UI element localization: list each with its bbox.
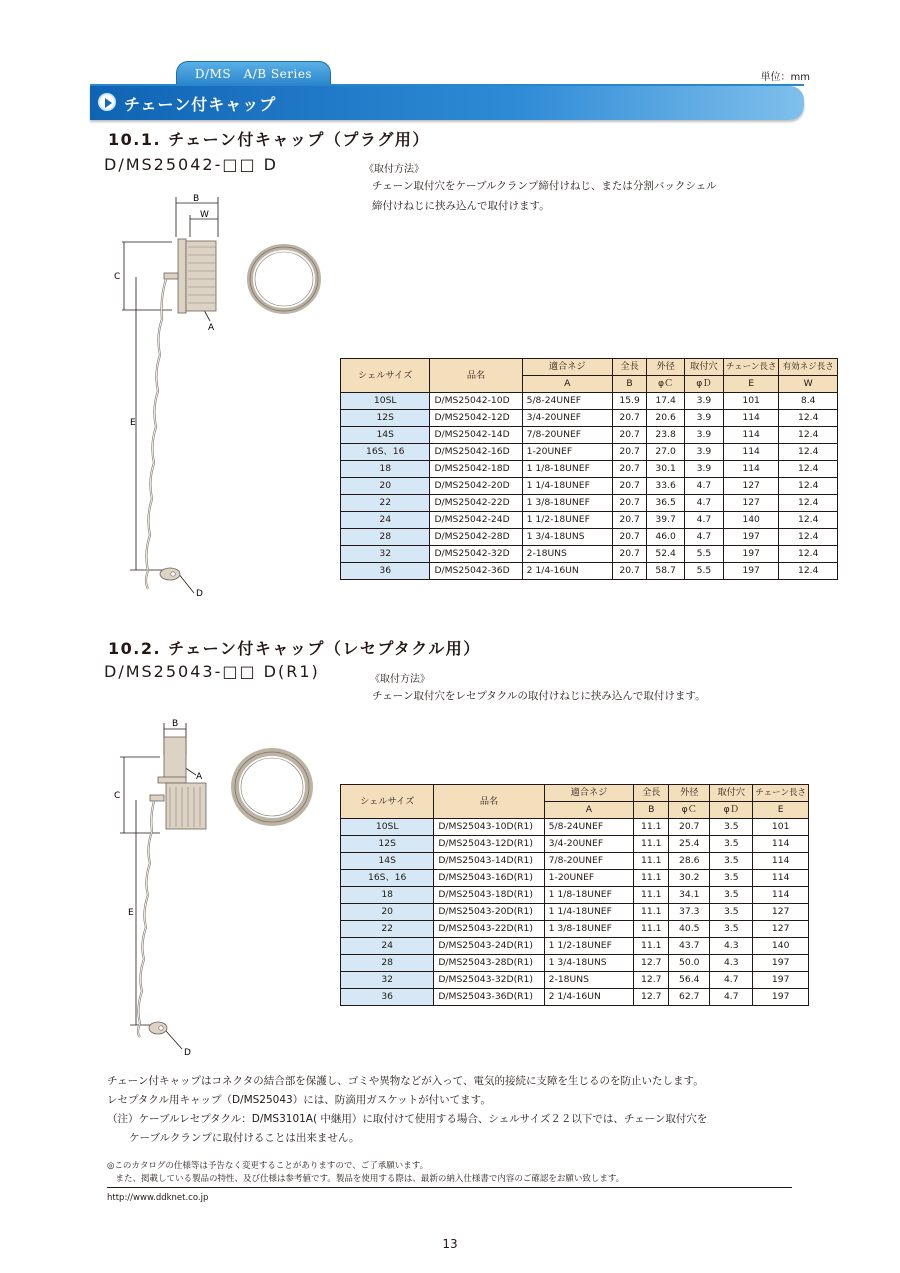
notes [107,1072,707,1148]
part-name-cell: D/MS25042-28D [430,529,522,546]
dim-label: B [193,194,200,204]
table-cell: 197 [753,955,809,972]
table-cell: 12.4 [779,410,838,427]
plug-cap-drawing [100,185,340,605]
table-cell: 58.7 [647,563,685,580]
part-name-cell: D/MS25042-14D [430,427,522,444]
table-cell: 11.1 [634,836,669,853]
table-cell: 20.7 [612,410,646,427]
table-cell: 33.6 [647,478,685,495]
dim-label: B [172,719,179,729]
play-arrow-icon [98,93,116,111]
dim-label: A [208,323,215,333]
table-row [341,819,809,836]
table-cell: 4.7 [685,512,724,529]
col-header-chain: チェーン長さ [723,359,779,376]
dim-label: D [196,589,203,599]
shell-size-cell: 20 [341,904,434,921]
footer-line: ◎このカタログの仕様等は予告なく変更することがありますので、ご了承願います。 [107,1161,429,1171]
table-cell: 56.4 [669,972,710,989]
subheader-chain: E [753,802,809,819]
shell-size-cell: 28 [341,529,430,546]
part-name-cell: D/MS25042-18D [430,461,522,478]
table-row [341,495,838,512]
table-cell: 1-20UNEF [544,870,634,887]
shell-size-cell: 14S [341,853,434,870]
part-name-cell: D/MS25043-22D(R1) [434,921,544,938]
table-cell: 15.9 [612,393,646,410]
table-row [341,444,838,461]
table-cell: 7/8-20UNEF [522,427,612,444]
table-cell: 20.7 [612,512,646,529]
table-cell: 4.3 [710,955,753,972]
table-cell: 127 [753,904,809,921]
table-cell: 3.5 [710,870,753,887]
table-cell: 11.1 [634,819,669,836]
col-header-shell-size: シェルサイズ [341,359,430,393]
table-cell: 1 1/2-18UNEF [522,512,612,529]
table-row [341,921,809,938]
part-name-cell: D/MS25042-32D [430,546,522,563]
table-cell: 12.4 [779,563,838,580]
table-cell: 5/8-24UNEF [522,393,612,410]
table-cell: 127 [723,478,779,495]
table-cell: 27.0 [647,444,685,461]
table-cell: 197 [723,529,779,546]
table-cell: 20.7 [612,427,646,444]
table-cell: 5/8-24UNEF [544,819,634,836]
note-line: ケーブルクランプに取付けることは出来ません。 [129,1132,360,1144]
table-cell: 4.7 [685,495,724,512]
part-name-cell: D/MS25042-20D [430,478,522,495]
subheader-hole: φＤ [685,376,724,393]
table-cell: 1 1/4-18UNEF [522,478,612,495]
shell-size-cell: 16S、16 [341,444,430,461]
section2-method-text [372,686,706,706]
table-cell: 12.4 [779,546,838,563]
subheader-thread: A [522,376,612,393]
table-cell: 114 [723,444,779,461]
table-row [341,989,809,1006]
part-name-cell: D/MS25042-10D [430,393,522,410]
part-name-cell: D/MS25043-10D(R1) [434,819,544,836]
table-cell: 3.5 [710,887,753,904]
table-cell: 17.4 [647,393,685,410]
table-cell: 28.6 [669,853,710,870]
note-line: チェーン付キャップはコネクタの結合部を保護し、ゴミや異物などが入って、電気的接続に支障を生じるのを防止いたします。 [107,1075,704,1087]
subheader-chain: E [723,376,779,393]
table-cell: 197 [723,546,779,563]
part-name-cell: D/MS25043-28D(R1) [434,955,544,972]
table-cell: 62.7 [669,989,710,1006]
receptacle-cap-drawing [100,715,340,1065]
table-cell: 3.5 [710,836,753,853]
table-cell: 12.4 [779,461,838,478]
table-cell: 1 1/8-18UNEF [544,887,634,904]
table-cell: 140 [753,938,809,955]
table-cell: 20.7 [612,444,646,461]
subheader-hole: φＤ [710,802,753,819]
table-cell: 114 [753,836,809,853]
table-cell: 197 [723,563,779,580]
table-row [341,955,809,972]
part-name-cell: D/MS25042-12D [430,410,522,427]
table-row [341,972,809,989]
shell-size-cell: 18 [341,887,434,904]
table-cell: 30.1 [647,461,685,478]
table-cell: 11.1 [634,938,669,955]
dim-label: E [128,908,134,918]
table-cell: 127 [753,921,809,938]
table-cell: 4.7 [685,478,724,495]
table-cell: 20.7 [669,819,710,836]
shell-size-cell: 14S [341,427,430,444]
table-cell: 3.9 [685,410,724,427]
table-cell: 20.7 [612,529,646,546]
table-row [341,563,838,580]
receptacle-cap-spec-table [340,784,809,1006]
table-cell: 23.8 [647,427,685,444]
table-cell: 4.3 [710,938,753,955]
subheader-outer-dia: φＣ [647,376,685,393]
dim-label: E [130,418,136,428]
table-cell: 114 [723,410,779,427]
table-cell: 20.7 [612,563,646,580]
footer-disclaimer [107,1160,624,1186]
table-cell: 25.4 [669,836,710,853]
part-name-cell: D/MS25043-20D(R1) [434,904,544,921]
part-name-cell: D/MS25043-14D(R1) [434,853,544,870]
subheader-thread: A [544,802,634,819]
part-name-cell: D/MS25043-18D(R1) [434,887,544,904]
table-cell: 1 3/8-18UNEF [522,495,612,512]
part-name-cell: D/MS25043-12D(R1) [434,836,544,853]
dim-label: W [200,210,209,220]
shell-size-cell: 36 [341,563,430,580]
table-cell: 11.1 [634,921,669,938]
part-name-cell: D/MS25043-36D(R1) [434,989,544,1006]
table-row [341,529,838,546]
table-cell: 50.0 [669,955,710,972]
shell-size-cell: 22 [341,921,434,938]
table-cell: 140 [723,512,779,529]
part-name-cell: D/MS25043-16D(R1) [434,870,544,887]
part-name-cell: D/MS25042-16D [430,444,522,461]
table-cell: 114 [723,427,779,444]
table-cell: 101 [753,819,809,836]
series-tab: D/MS A/B Series [176,61,331,85]
table-cell: 12.4 [779,512,838,529]
table-cell: 5.5 [685,563,724,580]
table-cell: 2 1/4-16UN [544,989,634,1006]
table-cell: 43.7 [669,938,710,955]
table-cell: 12.7 [634,989,669,1006]
table-cell: 20.7 [612,495,646,512]
shell-size-cell: 18 [341,461,430,478]
table-cell: 197 [753,972,809,989]
table-row [341,393,838,410]
dim-label: A [196,772,203,782]
table-cell: 2-18UNS [522,546,612,563]
note-line: （注）ケーブルレセプタクル：D/MS3101A( 中継用）に取付けて使用する場合、シェルサイズ２２以下では、チェーン取付穴を [107,1113,708,1125]
table-cell: 12.7 [634,972,669,989]
table-cell: 46.0 [647,529,685,546]
table-cell: 3.5 [710,904,753,921]
method-line: 締付けねじに挟み込んで取付けます。 [372,200,550,212]
table-cell: 1 1/8-18UNEF [522,461,612,478]
table-cell: 37.3 [669,904,710,921]
method-line: チェーン取付穴をレセプタクルの取付けねじに挟み込んで取付けます。 [372,690,706,702]
dim-label: C [114,791,121,801]
method-line: チェーン取付穴をケーブルクランプ締付けねじ、または分割バックシェル [372,180,717,192]
table-cell: 12.4 [779,495,838,512]
table-cell: 12.4 [779,478,838,495]
table-cell: 3.5 [710,921,753,938]
table-row [341,904,809,921]
table-cell: 12.4 [779,444,838,461]
col-header-eff-thread: 有効ネジ長さ [779,359,838,376]
shell-size-cell: 10SL [341,393,430,410]
col-header-part-name: 品名 [434,785,544,819]
table-cell: 34.1 [669,887,710,904]
table-cell: 1 3/4-18UNS [522,529,612,546]
table-cell: 1 1/4-18UNEF [544,904,634,921]
table-row [341,853,809,870]
note-line: レセプタクル用キャップ（D/MS25043）には、防滴用ガスケットが付いてます。 [107,1094,491,1106]
table-cell: 3.9 [685,427,724,444]
part-name-cell: D/MS25042-22D [430,495,522,512]
table-cell: 2-18UNS [544,972,634,989]
col-header-length: 全長 [612,359,646,376]
shell-size-cell: 28 [341,955,434,972]
table-cell: 11.1 [634,870,669,887]
shell-size-cell: 24 [341,512,430,529]
section1-method-heading: 《取付方法》 [364,164,424,175]
shell-size-cell: 32 [341,546,430,563]
table-cell: 101 [723,393,779,410]
table-cell: 8.4 [779,393,838,410]
table-cell: 11.1 [634,853,669,870]
banner-title: チェーン付キャップ [124,95,277,114]
table-cell: 3.5 [710,819,753,836]
col-header-hole: 取付穴 [685,359,724,376]
table-cell: 2 1/4-16UN [522,563,612,580]
table-row [341,478,838,495]
table-row [341,938,809,955]
table-row [341,836,809,853]
shell-size-cell: 12S [341,410,430,427]
part-name-cell: D/MS25042-24D [430,512,522,529]
table-row [341,461,838,478]
table-cell: 30.2 [669,870,710,887]
table-cell: 114 [753,887,809,904]
dim-label: D [184,1048,191,1058]
part-name-cell: D/MS25043-24D(R1) [434,938,544,955]
table-cell: 114 [753,853,809,870]
table-cell: 20.7 [612,461,646,478]
table-cell: 11.1 [634,904,669,921]
col-header-chain: チェーン長さ [753,785,809,802]
table-cell: 3.5 [710,853,753,870]
footer-rule [107,1187,792,1188]
shell-size-cell: 36 [341,989,434,1006]
section2-method-heading: 《取付方法》 [370,674,430,685]
table-row [341,410,838,427]
part-name-cell: D/MS25042-36D [430,563,522,580]
table-cell: 1 3/8-18UNEF [544,921,634,938]
shell-size-cell: 32 [341,972,434,989]
table-cell: 114 [723,461,779,478]
table-cell: 1 3/4-18UNS [544,955,634,972]
table-cell: 20.7 [612,546,646,563]
table-cell: 5.5 [685,546,724,563]
footer-line: また、掲載している製品の特性、及び仕様は参考値です。製品を使用する際は、最新の納入仕様書で内容のご確認をお願い致します。 [107,1174,625,1184]
section1-part-number: D/MS25042-□□ D [104,155,278,174]
table-row [341,887,809,904]
table-cell: 40.5 [669,921,710,938]
table-cell: 127 [723,495,779,512]
col-header-part-name: 品名 [430,359,522,393]
table-cell: 4.7 [710,972,753,989]
table-cell: 52.4 [647,546,685,563]
table-cell: 12.4 [779,427,838,444]
table-row [341,427,838,444]
table-cell: 20.7 [612,478,646,495]
table-cell: 20.6 [647,410,685,427]
col-header-thread: 適合ネジ [544,785,634,802]
table-cell: 3/4-20UNEF [544,836,634,853]
unit-label: 単位：mm [760,72,810,83]
subheader-outer-dia: φＣ [669,802,710,819]
shell-size-cell: 24 [341,938,434,955]
table-cell: 197 [753,989,809,1006]
table-cell: 3.9 [685,444,724,461]
table-row [341,546,838,563]
subheader-length: B [634,802,669,819]
col-header-hole: 取付穴 [710,785,753,802]
table-cell: 12.4 [779,529,838,546]
page-number: 13 [442,1237,458,1251]
subheader-length: B [612,376,646,393]
shell-size-cell: 16S、16 [341,870,434,887]
table-row [341,512,838,529]
table-cell: 1-20UNEF [522,444,612,461]
shell-size-cell: 12S [341,836,434,853]
shell-size-cell: 22 [341,495,430,512]
shell-size-cell: 10SL [341,819,434,836]
col-header-length: 全長 [634,785,669,802]
table-cell: 3.9 [685,393,724,410]
plug-cap-spec-table [340,358,838,580]
col-header-outer-dia: 外径 [647,359,685,376]
section2-title: 10.2. チェーン付キャップ（レセプタクル用） [108,639,481,658]
dim-label: C [114,272,121,282]
table-cell: 3/4-20UNEF [522,410,612,427]
table-cell: 36.5 [647,495,685,512]
section1-title: 10.1. チェーン付キャップ（プラグ用） [108,130,430,149]
col-header-shell-size: シェルサイズ [341,785,434,819]
table-row [341,870,809,887]
col-header-outer-dia: 外径 [669,785,710,802]
table-cell: 114 [753,870,809,887]
table-cell: 7/8-20UNEF [544,853,634,870]
col-header-thread: 適合ネジ [522,359,612,376]
section2-part-number: D/MS25043-□□ D(R1) [104,662,320,681]
subheader-eff-thread: W [779,376,838,393]
table-cell: 4.7 [685,529,724,546]
table-cell: 11.1 [634,887,669,904]
table-cell: 1 1/2-18UNEF [544,938,634,955]
shell-size-cell: 20 [341,478,430,495]
section1-method-text [372,176,717,216]
part-name-cell: D/MS25043-32D(R1) [434,972,544,989]
table-cell: 3.9 [685,461,724,478]
table-cell: 4.7 [710,989,753,1006]
table-cell: 39.7 [647,512,685,529]
website-url[interactable]: http://www.ddknet.co.jp [107,1193,209,1203]
table-cell: 12.7 [634,955,669,972]
